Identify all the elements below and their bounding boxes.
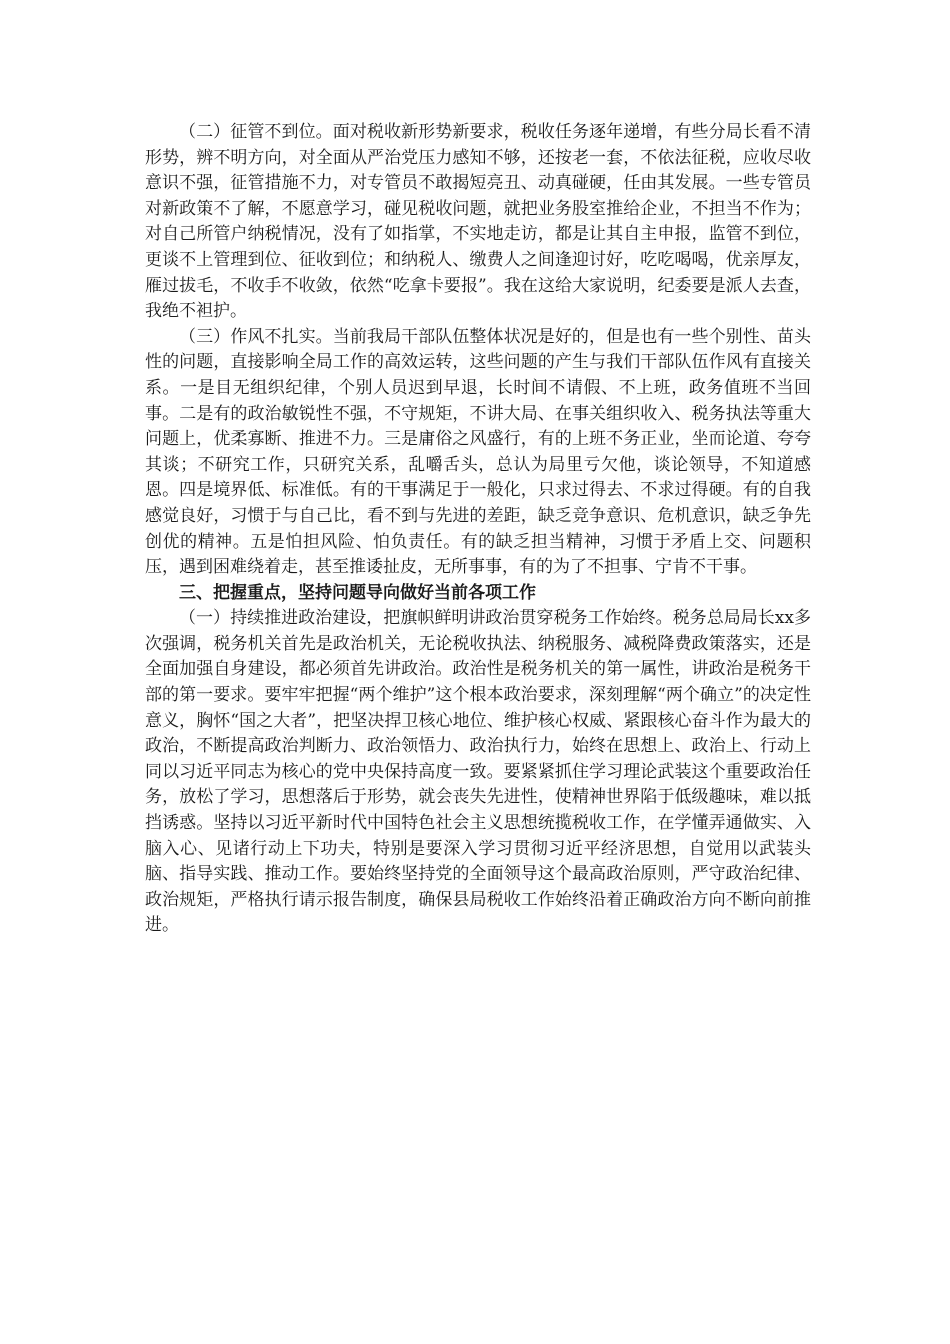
- document-body: [145, 120, 811, 939]
- paragraph-collection-management: （二）征管不到位。面对税收新形势新要求，税收任务逐年递增，有些分局长看不清形势，辨不明方向，对全面从严治党压力感知不够，还按老一套，不依法征税，应收尽收意识不强，征管措施不力，对专管员不敢揭短亮丑、动真碰硬，任由其发展。一些专管员对新政策不了解，不愿意学习，碰见税收问题，就把业务股室推给企业，不担当不作为；对自己所管户纳税情况，没有了如指掌，不实地走访，都是让其自主申报，监管不到位，更谈不上管理到位、征收到位；和纳税人、缴费人之间逢迎讨好，吃吃喝喝，优亲厚友，雁过拔毛，不收手不收敛，依然“吃拿卡要报”。我在这给大家说明，纪委要是派人去查，我绝不袒护。: [145, 122, 811, 322]
- paragraph-political-construction: （一）持续推进政治建设，把旗帜鲜明讲政治贯穿税务工作始终。税务总局局长xx多次强调，税务机关首先是政治机关，无论税收执法、纳税服务、减税降费政策落实，还是全面加强自身建设，都必须首先讲政治。政治性是税务机关的第一属性，讲政治是税务干部的第一要求。要牢牢把握“两个维护”这个根本政治要求，深刻理解“两个确立”的决定性意义，胸怀“国之大者”，把坚决捍卫核心地位、维护核心权威、紧跟核心奋斗作为最大的政治，不断提高政治判断力、政治领悟力、政治执行力，始终在思想上、政治上、行动上同以习近平同志为核心的党中央保持高度一致。要紧紧抓住学习理论武装这个重要政治任务，放松了学习，思想落后于形势，就会丧失先进性，使精神世界陷于低级趣味，难以抵挡诱惑。坚持以习近平新时代中国特色社会主义思想统揽税收工作，在学懂弄通做实、入脑入心、见诸行动上下功夫，特别是要深入学习贯彻习近平经济思想，自觉用以武装头脑、指导实践、推动工作。要始终坚持党的全面领导这个最高政治原则，严守政治纪律、政治规矩，严格执行请示报告制度，确保县局税收工作始终沿着正确政治方向不断向前推进。: [145, 608, 811, 936]
- paragraph-work-style: （三）作风不扎实。当前我局干部队伍整体状况是好的，但是也有一些个别性、苗头性的问题，直接影响全局工作的高效运转，这些问题的产生与我们干部队伍作风有直接关系。一是目无组织纪律，个别人员迟到早退，长时间不请假、不上班，政务值班不当回事。二是有的政治敏锐性不强，不守规矩，不讲大局、在事关组织收入、税务执法等重大问题上，优柔寡断、推进不力。三是庸俗之风盛行，有的上班不务正业，坐而论道、夸夸其谈；不研究工作，只研究关系，乱嚼舌头，总认为局里亏欠他，谈论领导，不知道感恩。四是境界低、标准低。有的干事满足于一般化，只求过得去、不求过得硬。有的自我感觉良好，习惯于与自己比，看不到与先进的差距，缺乏竞争意识、危机意识，缺乏争先创优的精神。五是怕担风险、怕负责任。有的缺乏担当精神，习惯于矛盾上交、问题积压，遇到困难绕着走，甚至推诿扯皮，无所事事，有的为了不担事、宁肯不干事。: [145, 326, 811, 578]
- section-heading-three: 三、把握重点，坚持问题导向做好当前各项工作: [179, 582, 536, 603]
